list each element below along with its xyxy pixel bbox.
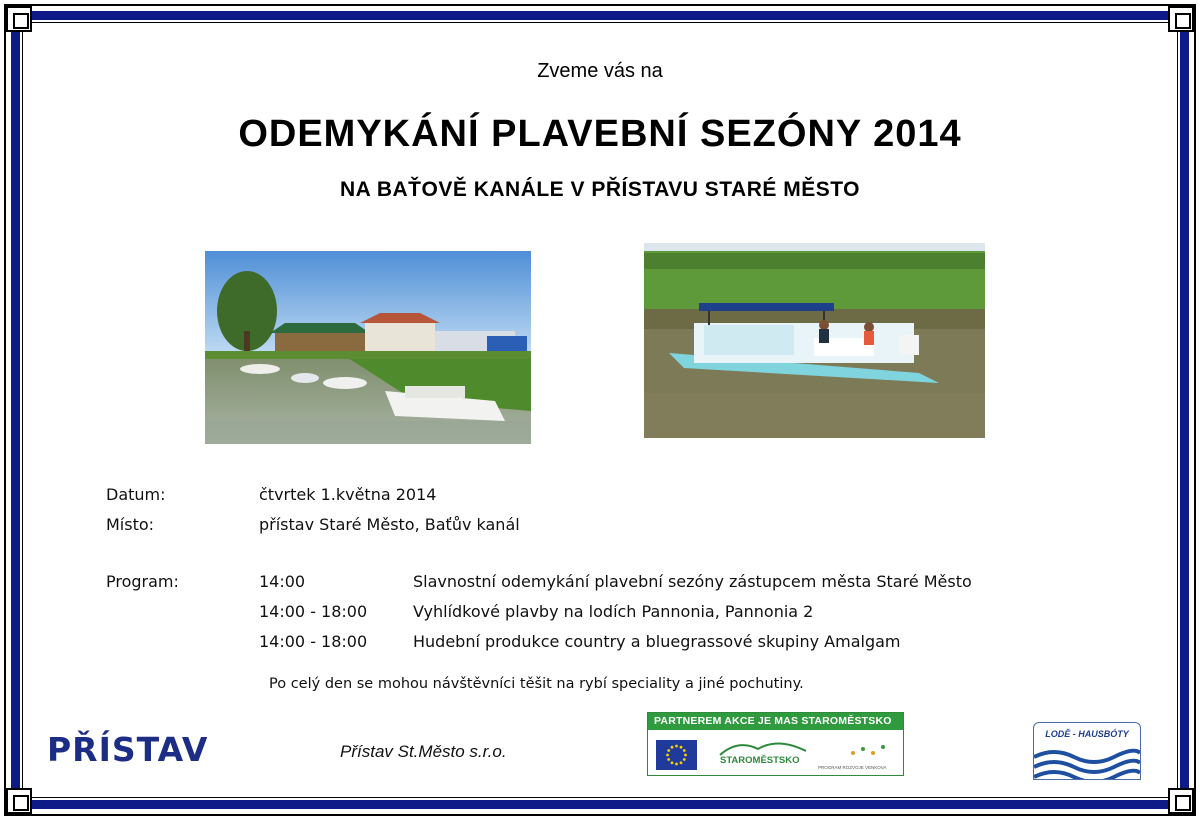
place-value: přístav Staré Město, Baťův kanál	[259, 515, 520, 534]
eu-flag-icon	[656, 740, 697, 770]
program-item: Vyhlídkové plavby na lodích Pannonia, Pannonia 2	[413, 602, 814, 621]
program-item: Slavnostní odemykání plavební sezóny zástupcem města Staré Město	[413, 572, 972, 591]
lode-hausboty-logo	[1033, 722, 1141, 780]
page-title: ODEMYKÁNÍ PLAVEBNÍ SEZÓNY 2014	[238, 113, 962, 155]
program-time: 14:00 - 18:00	[259, 602, 368, 621]
frame-corner-ornament	[1168, 788, 1194, 814]
frame-corner-ornament	[6, 788, 32, 814]
food-note: Po celý den se mohou návštěvníci těšit na rybí speciality a jiné pochutiny.	[269, 676, 804, 692]
place-label: Místo:	[106, 515, 155, 534]
program-time: 14:00 - 18:00	[259, 632, 368, 651]
mas-partner-logo	[647, 712, 904, 776]
program-time: 14:00	[259, 572, 306, 591]
lode-logo-text: LODĚ - HAUSBÓTY	[1045, 729, 1129, 739]
boat-photo	[644, 243, 985, 438]
mas-program-label: PROGRAM ROZVOJE VENKOVA	[818, 765, 887, 770]
rural-program-icon	[843, 741, 893, 761]
page-subtitle: NA BAŤOVĚ KANÁLE V PŘÍSTAVU STARÉ MĚSTO	[339, 178, 861, 201]
program-label: Program:	[106, 572, 179, 591]
frame-corner-ornament	[6, 6, 32, 32]
date-label: Datum:	[106, 485, 166, 504]
company-name: Přístav St.Město s.r.o.	[340, 742, 507, 761]
harbour-photo	[205, 251, 531, 444]
frame-corner-ornament	[1168, 6, 1194, 32]
mas-hills-icon	[718, 737, 808, 757]
mas-name: STAROMĚSTSKO	[720, 755, 800, 766]
waves-icon	[1034, 747, 1140, 779]
invitation-intro: Zveme vás na	[537, 60, 663, 82]
date-value: čtvrtek 1.května 2014	[259, 485, 437, 504]
partner-header: PARTNEREM AKCE JE MAS STAROMĚSTSKO	[648, 713, 903, 730]
pristav-logo: PŘÍSTAV	[47, 730, 209, 769]
program-item: Hudební produkce country a bluegrassové skupiny Amalgam	[413, 632, 901, 651]
